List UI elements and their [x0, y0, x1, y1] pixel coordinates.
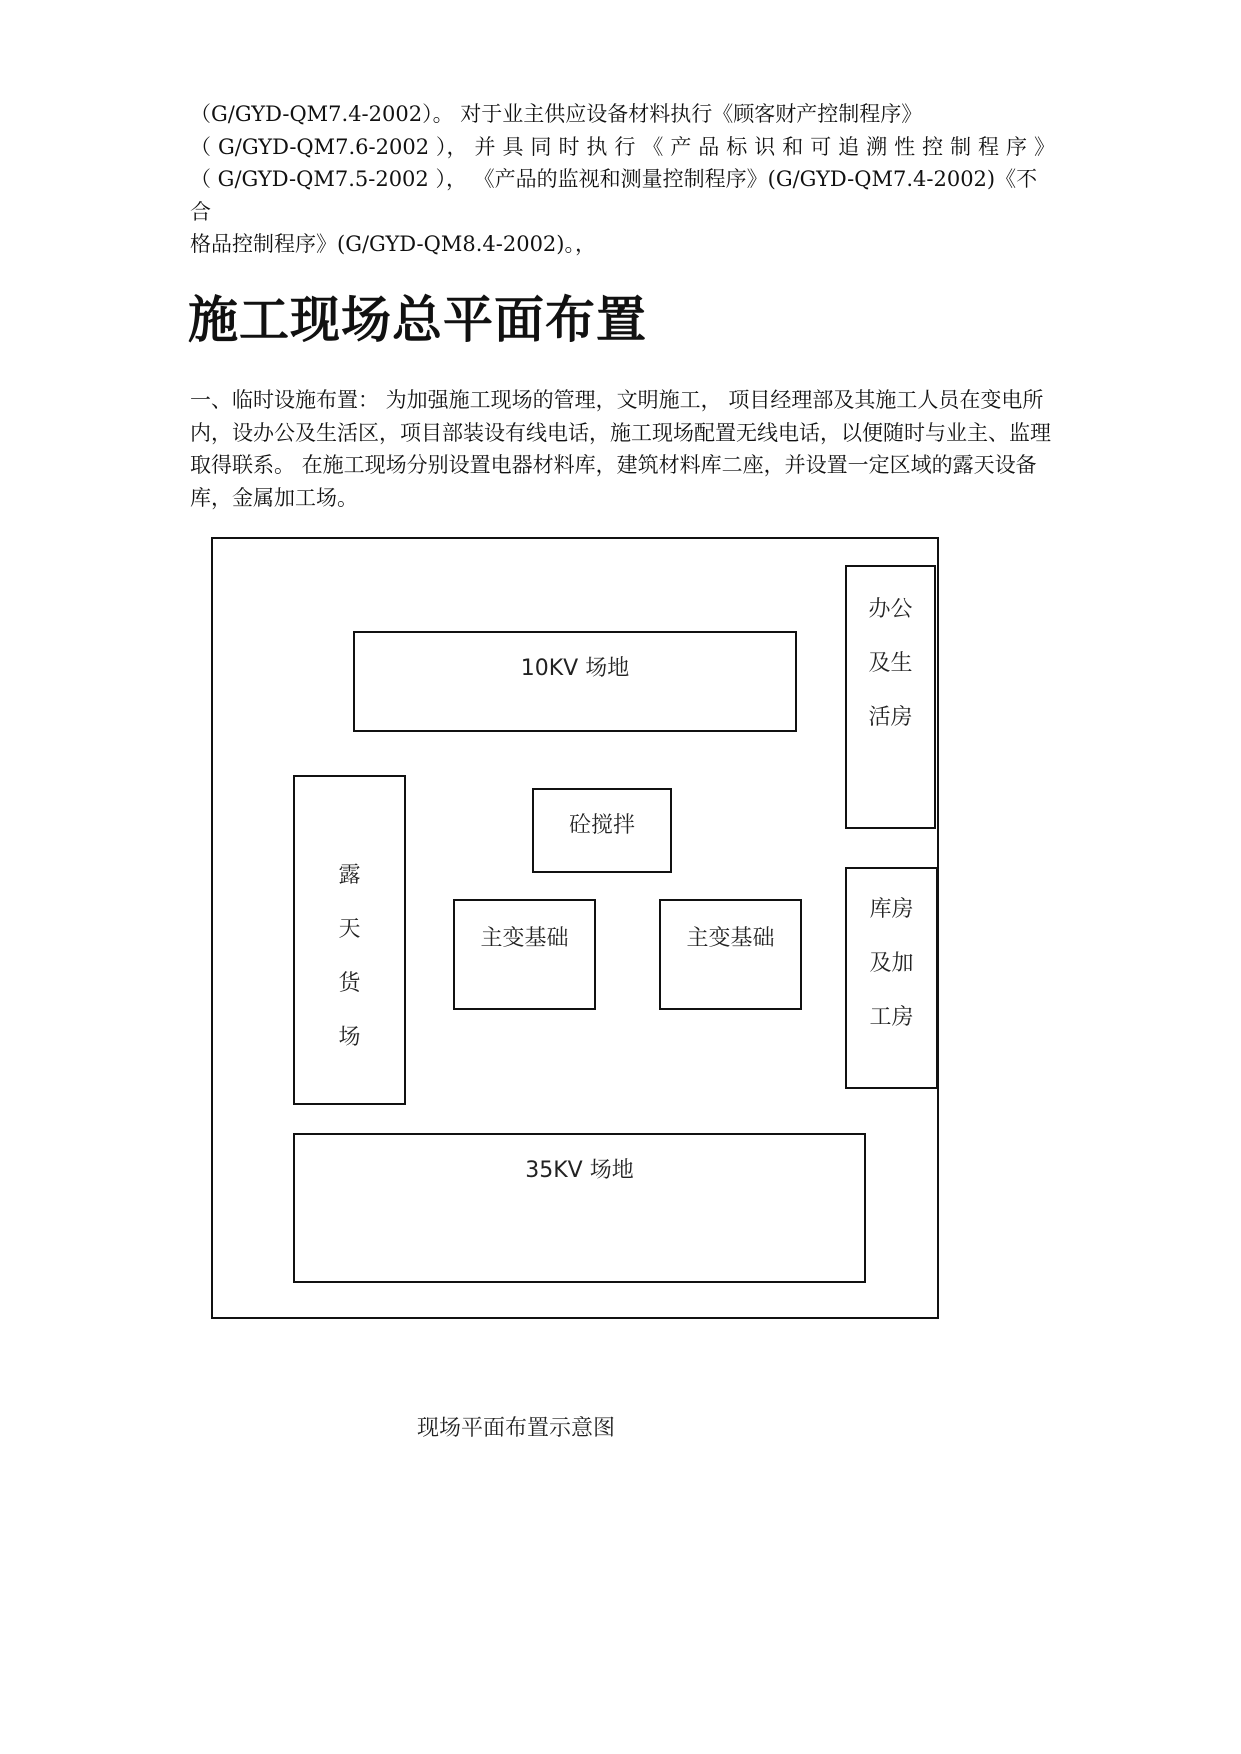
open-yard-char-1: 露: [338, 863, 361, 888]
site-35kv-box: [293, 1133, 866, 1283]
intro-paragraph: [190, 98, 1055, 261]
warehouse-label-line-1: 库房: [869, 897, 914, 922]
transformer-foundation-2-label: 主变基础: [686, 926, 775, 951]
intro-line-1: （G/GYD-QM7.4-2002）。 对于业主供应设备材料执行《顾客财产控制程序》: [190, 102, 923, 126]
concrete-mixing-label: 砼搅拌: [568, 813, 635, 838]
diagram-caption: 现场平面布置示意图: [417, 1416, 616, 1441]
concrete-mixing-box: [532, 788, 672, 873]
office-living-box: [845, 565, 936, 829]
warehouse-workshop-box: [845, 867, 938, 1089]
open-yard-box: [293, 775, 406, 1105]
site-35kv-label: 35KV 场地: [525, 1158, 634, 1183]
intro-line-4: 格品控制程序》(G/GYD-QM8.4-2002)。，: [190, 232, 596, 256]
transformer-foundation-2-box: [659, 899, 802, 1010]
office-label-line-1: 办公: [868, 597, 913, 622]
warehouse-workshop-label: [847, 883, 936, 1045]
site-10kv-box: [353, 631, 797, 732]
warehouse-label-line-3: 工房: [869, 1005, 914, 1030]
open-yard-char-3: 货: [338, 971, 361, 996]
transformer-foundation-1-box: [453, 899, 596, 1010]
site-10kv-label: 10KV 场地: [520, 656, 630, 681]
temporary-facilities-paragraph: 一、临时设施布置： 为加强施工现场的管理，文明施工， 项目经理部及其施工人员在变电所内，设办公及生活区，项目部装设有线电话，施工现场配置无线电话，以便随时与业主、监理取得联系。 在施工现场分别设置电器材料库，建筑材料库二座，并设置一定区域的露天设备库，金属加工场。: [190, 388, 1051, 510]
office-living-label: [847, 583, 934, 745]
section-heading: 施工现场总平面布置: [188, 291, 647, 349]
office-label-line-2: 及生: [868, 651, 913, 676]
office-label-line-3: 活房: [868, 705, 913, 730]
intro-line-3: （ G/GYD-QM7.5-2002 ）， 《产品的监视和测量控制程序》(G/GYD-QM7.4-2002)《不合: [190, 167, 1038, 224]
site-layout-diagram: [211, 537, 939, 1319]
warehouse-label-line-2: 及加: [869, 951, 914, 976]
open-yard-label: [295, 849, 404, 1065]
open-yard-char-4: 场: [338, 1025, 361, 1050]
transformer-foundation-1-label: 主变基础: [480, 926, 569, 951]
open-yard-char-2: 天: [338, 917, 361, 942]
intro-line-2: （ G/GYD-QM7.6-2002 ）， 并 具 同 时 执 行 《 产 品 标 识 和 可 追 溯 性 控 制 程 序 》: [190, 134, 1055, 159]
